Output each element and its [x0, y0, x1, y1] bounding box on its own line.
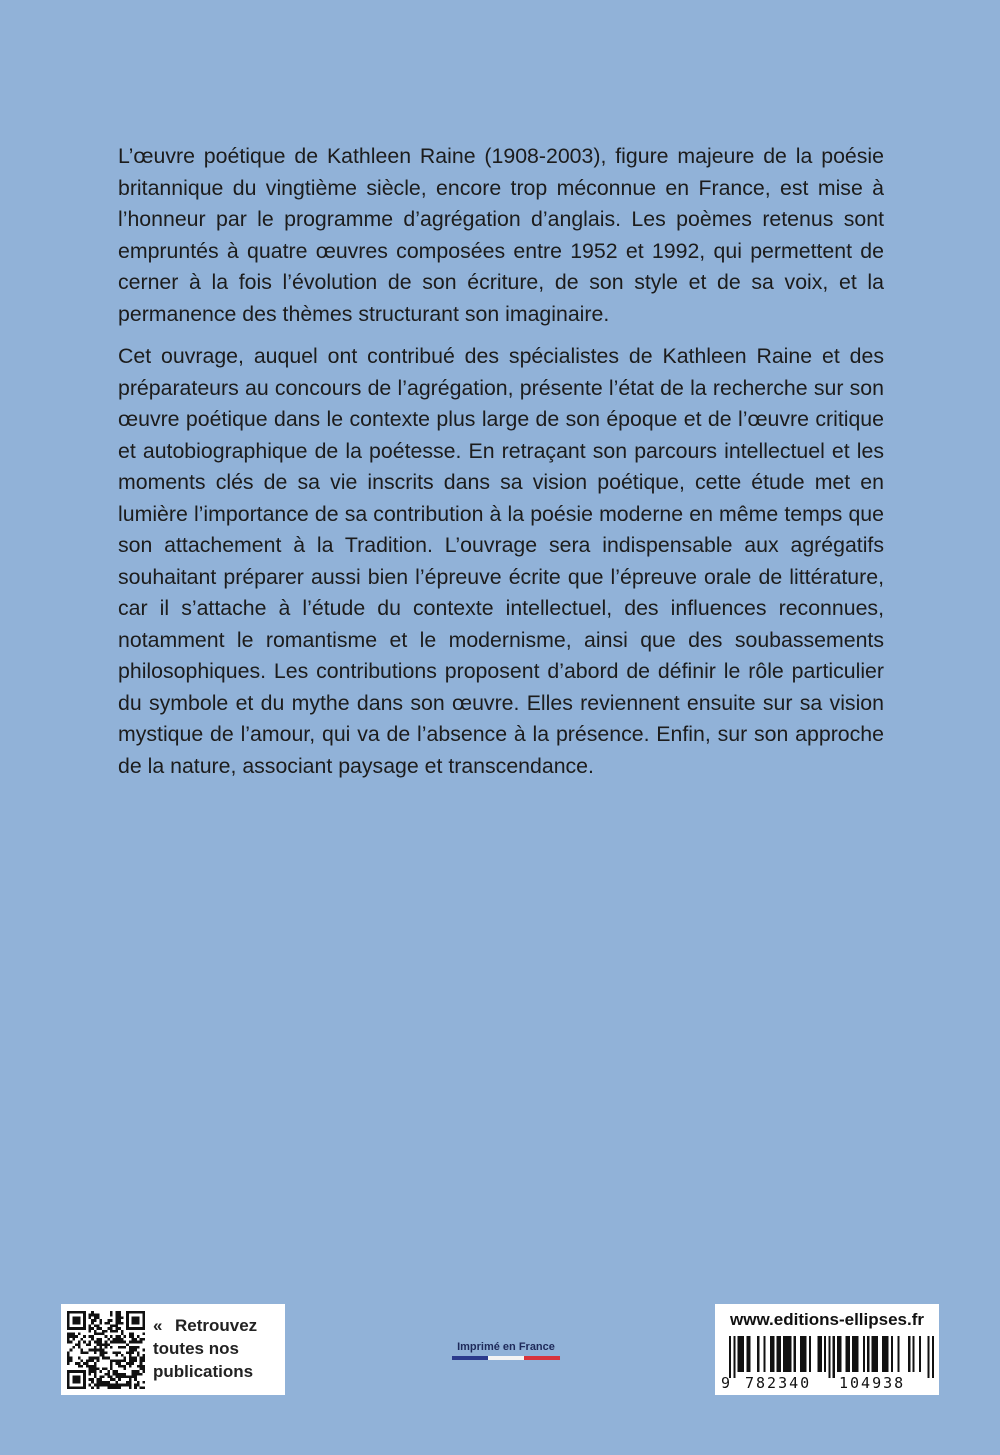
barcode-bar — [912, 1336, 914, 1372]
barcode-bar — [846, 1336, 848, 1372]
barcode-bar — [740, 1336, 742, 1372]
barcode-bar — [776, 1336, 778, 1372]
printed-in-france-text: Imprimé en France — [457, 1341, 555, 1353]
french-flag-stripe — [452, 1356, 560, 1360]
isbn-barcode — [729, 1336, 934, 1378]
barcode-bar — [770, 1336, 772, 1372]
barcode-bar — [897, 1336, 899, 1372]
barcode-bar — [833, 1336, 835, 1378]
qr-label — [153, 1314, 281, 1383]
barcode-bar — [817, 1336, 819, 1372]
barcode-bar — [733, 1336, 735, 1378]
isbn-digit-lead: 9 — [721, 1374, 731, 1392]
barcode-bar — [884, 1336, 886, 1372]
barcode-bar — [805, 1336, 807, 1372]
barcode-bar — [876, 1336, 878, 1372]
barcode-bar — [779, 1336, 781, 1372]
barcode-bar — [729, 1336, 731, 1378]
isbn-digits-right: 104938 — [839, 1374, 906, 1392]
barcode-bar — [919, 1336, 921, 1372]
barcode-bar — [839, 1336, 841, 1372]
barcode-bar — [748, 1336, 750, 1372]
flag-red — [524, 1356, 560, 1360]
isbn-panel — [715, 1304, 939, 1395]
barcode-bar — [867, 1336, 869, 1372]
flag-white — [488, 1356, 524, 1360]
back-cover-blurb — [118, 141, 884, 793]
barcode-bar — [802, 1336, 804, 1372]
qr-label-line-3: publications — [153, 1362, 254, 1381]
barcode-bar — [789, 1336, 791, 1372]
qr-code-icon[interactable] — [67, 1311, 145, 1389]
barcode-bar — [856, 1336, 858, 1372]
barcode-bar — [800, 1336, 802, 1372]
barcode-bar — [820, 1336, 822, 1372]
qr-label-line-2: toutes nos — [153, 1339, 239, 1358]
barcode-bar — [757, 1336, 759, 1372]
barcode-bar — [787, 1336, 789, 1372]
barcode-bar — [746, 1336, 748, 1372]
barcode-bar — [882, 1336, 884, 1372]
blurb-paragraph-1: L’œuvre poétique de Kathleen Raine (1908-2003), figure majeure de la poésie britannique du vingtième siècle, encore trop méconnue en France, est mise à l’honneur par le programme d’agrégation d’anglais. Les poèmes retenus sont empruntés à quatre œuvres composées entre 1952 et 1992, qui permettent de cerner à la fois l’évolution de son écriture, de son style et de sa voix, et la permanence des thèmes structurant son imaginaire. — [118, 144, 884, 326]
blurb-paragraph-2: Cet ouvrage, auquel ont contribué des spécialistes de Kathleen Raine et des préparateurs au concours de l’agrégation, présente l’état de la recherche sur son œuvre poétique dans le contexte plus large de son époque et de l’œuvre critique et autobiographique de la poétesse. En retraçant son parcours intellectuel et les moments clés de sa vie inscrits dans sa vision poétique, cette étude met en lumière l’importance de sa contribution à la poésie moderne en même temps que son attachement à la Tradition. L’ouvrage sera indispensable aux agrégatifs souhaitant préparer aussi bien l’épreuve écrite que l’épreuve orale de littérature, car il s’attache à l’étude du contexte intellectuel, des influences reconnues, notamment le romantisme et le modernisme, ainsi que des soubassements philosophiques. Les contributions proposent d’abord de définir le rôle particulier du symbole et du mythe dans son œuvre. Elles reviennent ensuite sur sa vision mystique de l’amour, qui va de l’absence à la présence. Enfin, sur son approche de la nature, associant paysage et transcendance. — [118, 344, 884, 778]
barcode-bar — [828, 1336, 830, 1378]
barcode-bar — [764, 1336, 766, 1372]
double-chevron-left-icon: « — [153, 1316, 163, 1335]
barcode-bar — [783, 1336, 785, 1372]
publisher-website[interactable]: www.editions-ellipses.fr — [730, 1310, 924, 1329]
qr-code-panel[interactable] — [61, 1304, 285, 1395]
barcode-bar — [742, 1336, 744, 1372]
barcode-bar — [785, 1336, 787, 1372]
barcode-bar — [772, 1336, 774, 1372]
barcode-bar — [852, 1336, 854, 1372]
qr-label-line-1: Retrouvez — [175, 1316, 258, 1335]
barcode-bar — [887, 1336, 889, 1372]
barcode-bar — [871, 1336, 873, 1372]
barcode-bar — [863, 1336, 865, 1372]
barcode-bar — [854, 1336, 856, 1372]
barcode-bar — [809, 1336, 811, 1372]
barcode-bar — [891, 1336, 893, 1372]
barcode-bar — [824, 1336, 826, 1372]
printed-in-france-mark — [452, 1341, 560, 1360]
barcode-bar — [738, 1336, 740, 1372]
barcode-bar — [928, 1336, 930, 1378]
isbn-digits-left: 782340 — [745, 1374, 812, 1392]
barcode-bar — [932, 1336, 934, 1378]
barcode-bar — [794, 1336, 796, 1372]
barcode-bar — [837, 1336, 839, 1372]
barcode-bar — [908, 1336, 910, 1372]
barcode-bar — [848, 1336, 850, 1372]
flag-blue — [452, 1356, 488, 1360]
barcode-bar — [874, 1336, 876, 1372]
